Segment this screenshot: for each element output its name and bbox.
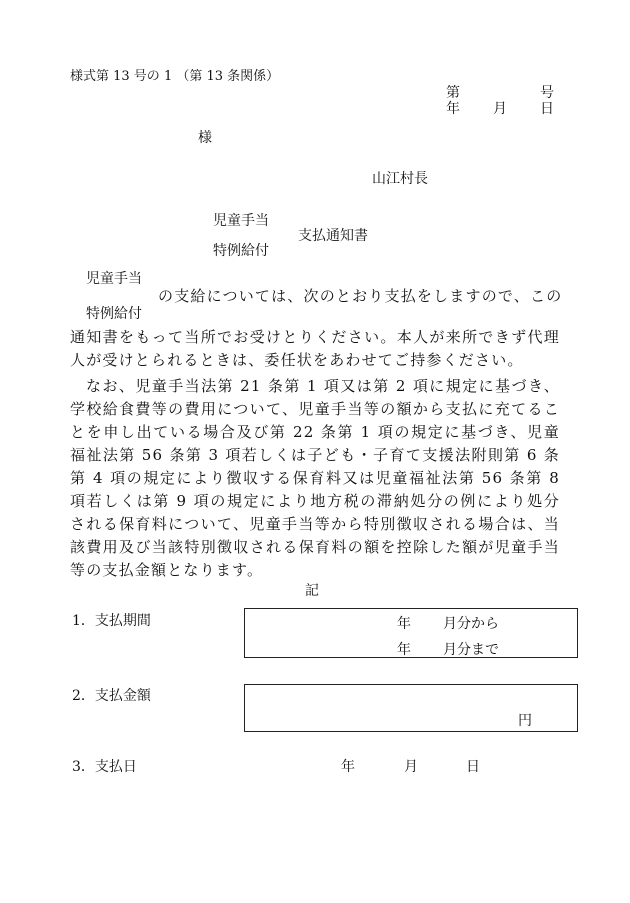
title-main: 支払通知書: [298, 228, 368, 244]
amount-unit: 円: [518, 713, 532, 729]
doc-number-go: 号: [540, 85, 554, 101]
payday-label: 3．支払日: [72, 759, 137, 775]
date-year: 年: [446, 101, 460, 117]
doc-number-dai: 第: [446, 85, 460, 101]
amount-label: 2．支払金額: [72, 688, 151, 704]
period-box: [244, 608, 578, 658]
issuer: 山江村長: [372, 171, 428, 187]
addressee-suffix: 様: [198, 130, 212, 146]
paragraph-2: なお、児童手当法第 21 条第 1 項又は第 2 項に規定に基づき、学校給食費等の費用について、児童手当等の額から支払に充てることを申し出ている場合及び第 22 条第 1 項の規定に基づき、児童福祉法第 56 条第 3 項若しくは子ども・子育て支援法附則第 6 条第 4 項の規定により徴収する保育料又は児童福祉法第 56 条第 8 項若しくは第 9 項の規定により地方税の滞納処分の例により処分される保育料について、児童手当等から特別徴収される場合は、当該費用及び当該特別徴収される保育料の額を控除した額が児童手当等の支払金額となります。: [70, 377, 560, 579]
intro-variant-2: 特例給付: [86, 306, 142, 322]
intro-variant-1: 児童手当: [86, 271, 142, 287]
payday-day: 日: [466, 759, 480, 775]
period-from-year: 年: [397, 616, 411, 632]
period-to-year: 年: [397, 642, 411, 658]
period-to-month: 月分まで: [443, 642, 499, 658]
date-day: 日: [540, 101, 554, 117]
form-id: 様式第 13 号の 1 （第 13 条関係）: [70, 69, 280, 84]
intro-line1-rest: の支給については、次のとおり支払をしますので、この: [158, 287, 563, 305]
title-variant-1: 児童手当: [213, 213, 269, 229]
period-label: 1．支払期間: [72, 613, 151, 629]
paragraph-1-continuation: 通知書をもって当所でお受けとりください。本人が来所できず代理人が受けとられるときは、委任状をあわせてご持参ください。: [70, 328, 560, 369]
payday-month: 月: [404, 759, 418, 775]
title-variant-2: 特例給付: [213, 243, 269, 259]
date-month: 月: [493, 101, 507, 117]
ki-heading: 記: [305, 583, 319, 599]
payday-year: 年: [341, 759, 355, 775]
amount-box: [244, 684, 578, 732]
period-from-month: 月分から: [443, 616, 499, 632]
